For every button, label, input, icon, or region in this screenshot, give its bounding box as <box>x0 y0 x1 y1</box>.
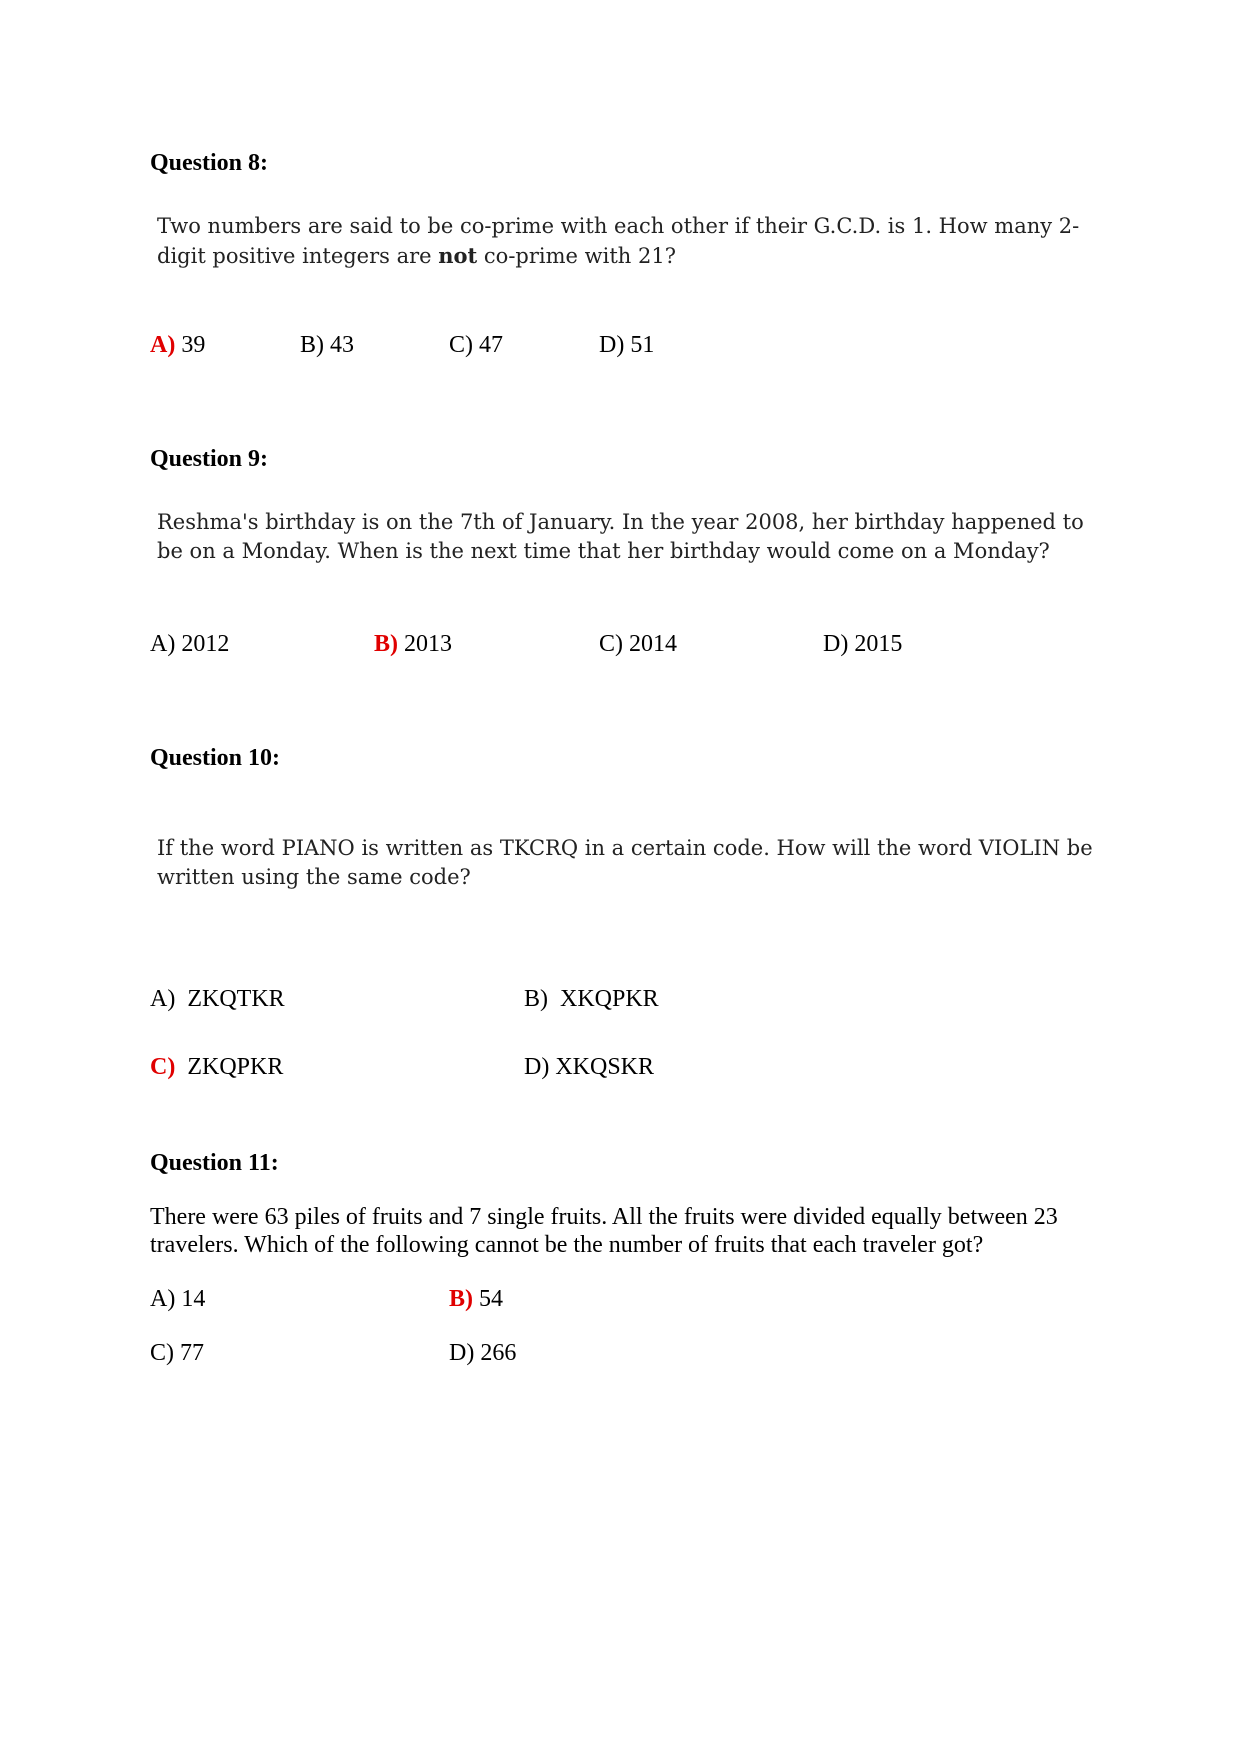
question-10-option-b[interactable]: B) XKQPKR <box>524 986 659 1012</box>
question-10-stem: If the word PIANO is written as TKCRQ in a certain code. How will the word VIOLIN be written using the same code? <box>157 836 1093 889</box>
question-10-option-d[interactable]: D) XKQSKR <box>524 1054 655 1080</box>
question-8-option-d[interactable]: D) 51 <box>599 332 655 358</box>
question-8-option-a[interactable]: A) 39 <box>150 332 206 358</box>
emphasis-not: not <box>438 243 478 268</box>
question-9-option-a[interactable]: A) 2012 <box>150 631 230 657</box>
question-8-option-c[interactable]: C) 47 <box>449 332 503 358</box>
question-9-stem: Reshma's birthday is on the 7th of January. In the year 2008, her birthday happened to be on a Monday. When is the next time that her birthday would come on a Monday? <box>157 510 1084 563</box>
question-11-option-d[interactable]: D) 266 <box>449 1340 517 1366</box>
question-9-heading: Question 9: <box>150 446 269 472</box>
question-9-option-c[interactable]: C) 2014 <box>599 631 677 657</box>
question-11-stem: There were 63 piles of fruits and 7 single fruits. All the fruits were divided equally between 23 travelers. Which of the following cannot be the number of fruits that each traveler got? <box>150 1204 1058 1258</box>
question-8-stem: Two numbers are said to be co-prime with each other if their G.C.D. is 1. How many 2-digit positive integers are not co-prime with 21? <box>157 214 1080 268</box>
question-9-option-d[interactable]: D) 2015 <box>823 631 903 657</box>
question-11-option-b[interactable]: B) 54 <box>449 1286 503 1312</box>
question-8-option-b[interactable]: B) 43 <box>300 332 354 358</box>
question-11-option-c[interactable]: C) 77 <box>150 1340 204 1366</box>
question-10-option-c[interactable]: C) ZKQPKR <box>150 1054 284 1080</box>
question-11-option-a[interactable]: A) 14 <box>150 1286 206 1312</box>
question-10-option-a[interactable]: A) ZKQTKR <box>150 986 285 1012</box>
question-8-heading: Question 8: <box>150 150 269 176</box>
question-10-heading: Question 10: <box>150 745 281 771</box>
question-11-heading: Question 11: <box>150 1150 279 1176</box>
question-9-option-b[interactable]: B) 2013 <box>374 631 452 657</box>
